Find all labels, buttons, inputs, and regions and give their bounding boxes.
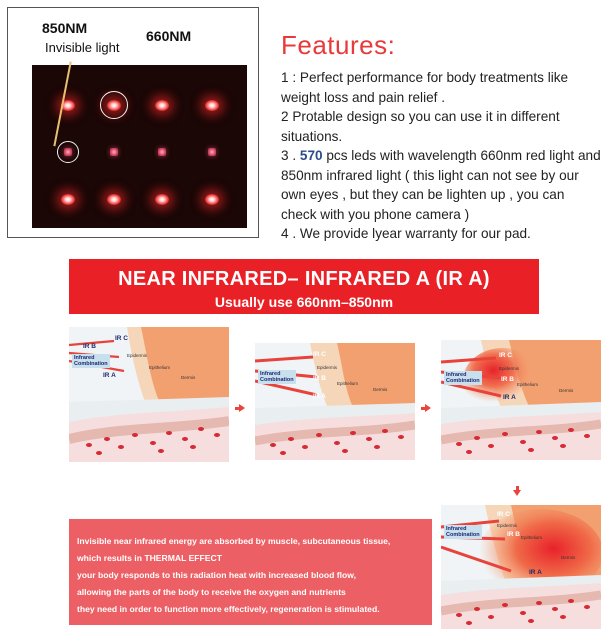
combo-line-2: Combination xyxy=(74,361,108,367)
effect-line-4: allowing the parts of the body to receive the oxygen and nutrients xyxy=(77,587,346,597)
red-led xyxy=(107,194,121,205)
red-led xyxy=(155,100,169,111)
label-ir-b: IR B xyxy=(507,531,520,538)
label-epidermis: Epidermis xyxy=(499,366,520,371)
label-850nm: 850NM xyxy=(42,20,88,36)
led-count: 570 xyxy=(299,148,323,163)
led-850-highlight-ring xyxy=(57,141,79,163)
banner-subtitle: Usually use 660nm–850nm xyxy=(214,294,394,310)
label-dermis: Dermis xyxy=(559,388,574,393)
skin-diagram-step-2 xyxy=(255,343,415,460)
arrow-right-icon xyxy=(239,404,245,412)
label-ir-c: IR C xyxy=(313,351,326,358)
combo-line-1: Infrared xyxy=(260,371,281,377)
led-photo xyxy=(7,7,259,238)
label-ir-a: IR A xyxy=(103,372,116,379)
label-dermis: Dermis xyxy=(373,387,388,392)
combo-line-2: Combination xyxy=(446,532,480,538)
feature-number: 4 . xyxy=(281,226,300,241)
combo-line-1: Infrared xyxy=(446,372,467,378)
combo-line-2: Combination xyxy=(260,377,294,383)
combo-line-1: Infrared xyxy=(446,526,467,532)
feature-item-4 xyxy=(281,224,601,244)
label-ir-c: IR C xyxy=(115,335,128,342)
skin-diagram-step-3 xyxy=(441,340,601,460)
label-infrared-combination xyxy=(444,371,482,385)
effect-line-3: your body responds to this radiation heat with increased blood flow, xyxy=(77,570,357,580)
label-ir-c: IR C xyxy=(497,511,510,518)
label-epidermis: Epidermis xyxy=(127,353,148,358)
effect-line-5: they need in order to function more effectively, regeneration is stimulated. xyxy=(77,604,380,614)
combo-line-1: Infrared xyxy=(74,355,95,361)
red-led xyxy=(155,194,169,205)
effect-line-2: which results in THERMAL EFFECT xyxy=(77,553,222,563)
infrared-led xyxy=(158,148,166,156)
label-dermis: Dermis xyxy=(561,555,576,560)
infrared-led xyxy=(208,148,216,156)
arrow-right-icon xyxy=(425,404,431,412)
feature-item-3 xyxy=(281,146,601,224)
label-epidermis: Epidermis xyxy=(497,523,518,528)
label-invisible-light: Invisible light xyxy=(45,40,120,55)
red-led xyxy=(205,100,219,111)
combo-line-2: Combination xyxy=(446,378,480,384)
feature-text: Perfect performance for body treatments like weight loss and pain relief . xyxy=(281,70,569,105)
feature-item-1 xyxy=(281,68,601,107)
label-660nm: 660NM xyxy=(146,28,192,44)
label-ir-c: IR C xyxy=(499,352,512,359)
label-epithelium: Epithelium xyxy=(337,381,359,386)
label-epithelium: Epithelium xyxy=(521,535,543,540)
feature-number: 1 : xyxy=(281,70,300,85)
label-epithelium: Epithelium xyxy=(517,382,539,387)
feature-number: 3 . xyxy=(281,148,300,163)
infrared-banner xyxy=(69,259,539,314)
label-ir-a: IR A xyxy=(503,394,516,401)
banner-title: NEAR INFRARED– INFRARED A (IR A) xyxy=(118,268,490,290)
features-list xyxy=(281,68,601,244)
features-title: Features: xyxy=(281,30,396,60)
feature-number: 2 xyxy=(281,109,293,124)
label-ir-b: IR B xyxy=(313,375,326,382)
skin-diagram-step-1 xyxy=(69,327,229,462)
infrared-led xyxy=(110,148,118,156)
label-ir-b: IR B xyxy=(83,343,96,350)
label-ir-b: IR B xyxy=(501,376,514,383)
arrow-down-icon xyxy=(513,490,521,496)
label-epithelium: Epithelium xyxy=(149,365,171,370)
feature-item-2 xyxy=(281,107,601,146)
feature-text: pcs leds with wavelength 660nm red light and 850nm infrared light ( this light can not see by our own eyes , but they can be lighten up , you can check with you phone camera ) xyxy=(281,148,601,222)
led-660-highlight-ring xyxy=(100,91,128,119)
feature-text: Protable design so you can use it in different situations. xyxy=(281,109,560,144)
label-ir-a: IR A xyxy=(313,393,326,400)
red-led xyxy=(205,194,219,205)
thermal-effect-description xyxy=(69,519,432,625)
label-infrared-combination xyxy=(72,354,110,368)
label-dermis: Dermis xyxy=(181,375,196,380)
label-infrared-combination xyxy=(258,370,296,384)
red-led xyxy=(61,194,75,205)
skin-diagram-step-4 xyxy=(441,505,601,629)
effect-line-1: Invisible near infrared energy are absorbed by muscle, subcutaneous tissue, xyxy=(77,536,391,546)
label-ir-a: IR A xyxy=(529,569,542,576)
label-infrared-combination xyxy=(444,525,482,539)
feature-text: We provide lyear warranty for our pad. xyxy=(299,226,531,241)
label-epidermis: Epidermis xyxy=(317,365,338,370)
